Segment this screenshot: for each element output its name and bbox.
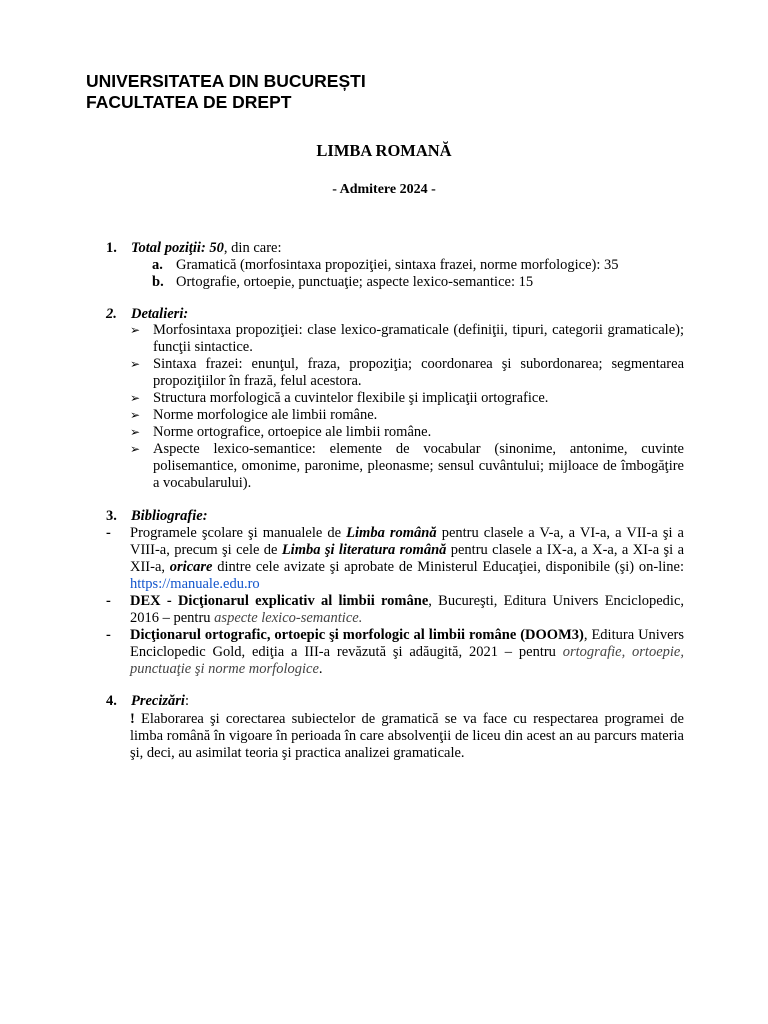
section-4-label: Precizări xyxy=(131,693,185,709)
document-subtitle: - Admitere 2024 - xyxy=(332,182,436,197)
arrow-bullet-icon: ➢ xyxy=(130,408,141,422)
list-item: ➢ Norme ortografice, ortoepice ale limbii române. xyxy=(130,424,432,440)
dash-bullet: - xyxy=(106,627,111,643)
bibliography-item-doom3: - Dicţionarul ortografic, ortoepic şi morfologic al limbii române (DOOM3), Editura Univers Enciclopedic Gold, ediţia a III-a revăzută şi adăugită, 2021 – pentru ortografie, ortoepie, punctuaţie şi norme morfologice. xyxy=(106,627,684,677)
section-1-suffix: , din care: xyxy=(223,240,282,256)
list-item: ➢ Aspecte lexico-semantice: elemente de vocabular (sinonime, antonime, cuvinte polisemantice, omonime, paronime, pleonasme; sensul cuvântului; mijloace de îmbogăţire a vocabularului). xyxy=(130,441,684,491)
section-4-text: ! Elaborarea şi corectarea subiectelor de gramatică se va face cu respectarea programei de limba română în vigoare în perioada în care absolvenţii de liceu din acest an au parcurs materia şi, deci, au asimilat teoria şi practica analizei gramaticale. xyxy=(130,711,684,761)
institution-header xyxy=(86,71,366,113)
list-item: ➢ Structura morfologică a cuvintelor flexibile şi implicaţii ortografice. xyxy=(130,390,549,406)
section-2-label: Detalieri: xyxy=(131,306,189,322)
arrow-bullet-icon: ➢ xyxy=(130,442,141,456)
section-2-heading xyxy=(106,305,188,323)
arrow-bullet-icon: ➢ xyxy=(130,425,141,439)
list-item: ➢ Sintaxa frazei: enunţul, fraza, propoziţia; coordonarea şi subordonarea; segmentarea propoziţiilor în frază, felul acestora. xyxy=(130,356,684,389)
section-3-label: Bibliografie: xyxy=(131,508,208,524)
dash-bullet: - xyxy=(106,593,111,609)
arrow-bullet-icon: ➢ xyxy=(130,391,141,405)
section-1-heading xyxy=(106,239,282,257)
university-name: UNIVERSITATEA DIN BUCUREȘTI xyxy=(86,71,366,91)
section-3-number: 3. xyxy=(106,508,117,524)
details-list xyxy=(130,322,684,492)
section-4-number: 4. xyxy=(106,693,117,709)
bibliography-list xyxy=(106,525,684,678)
section-3-heading xyxy=(106,507,208,525)
manuale-link[interactable]: https://manuale.edu.ro xyxy=(130,576,260,592)
list-item: ➢ Norme morfologice ale limbii române. xyxy=(130,407,378,423)
section-4-heading: 4. Precizări: xyxy=(106,693,189,709)
faculty-name: FACULTATEA DE DREPT xyxy=(86,92,292,112)
arrow-bullet-icon: ➢ xyxy=(130,357,141,371)
section-1-item-b: b. Ortografie, ortoepie, punctuaţie; aspecte lexico-semantice: 15 xyxy=(152,274,534,290)
arrow-bullet-icon: ➢ xyxy=(130,323,141,337)
bibliography-item-textbooks: - Programele şcolare şi manualele de Limba română pentru clasele a V-a, a VI-a, a VII-a şi a VIII-a, precum şi cele de Limba şi literatura română pentru clasele a IX-a, a X-a, a XI-a şi a XII-a, oricare dintre cele avizate şi aprobate de Ministerul Educaţiei, disponibile (şi) on-line: https://manuale.edu.ro xyxy=(106,525,684,592)
section-1-number: 1. xyxy=(106,240,117,256)
dash-bullet: - xyxy=(106,525,111,541)
exclamation-mark: ! xyxy=(130,711,135,727)
document-title: LIMBA ROMANĂ xyxy=(316,141,452,160)
section-2-number: 2. xyxy=(106,306,117,322)
section-1-item-a: a. Gramatică (morfosintaxa propoziţiei, sintaxa frazei, norme morfologice): 35 xyxy=(152,257,619,273)
list-item: ➢ Morfosintaxa propoziţiei: clase lexico-gramaticale (definiţii, tipuri, categorii gramaticale); funcţii sintactice. xyxy=(130,322,684,355)
bibliography-item-dex: - DEX - Dicţionarul explicativ al limbii române, Bucureşti, Editura Univers Enciclopedic, 2016 – pentru aspecte lexico-semantice. xyxy=(106,593,685,626)
section-1-label: Total poziţii: 50 xyxy=(131,240,224,256)
